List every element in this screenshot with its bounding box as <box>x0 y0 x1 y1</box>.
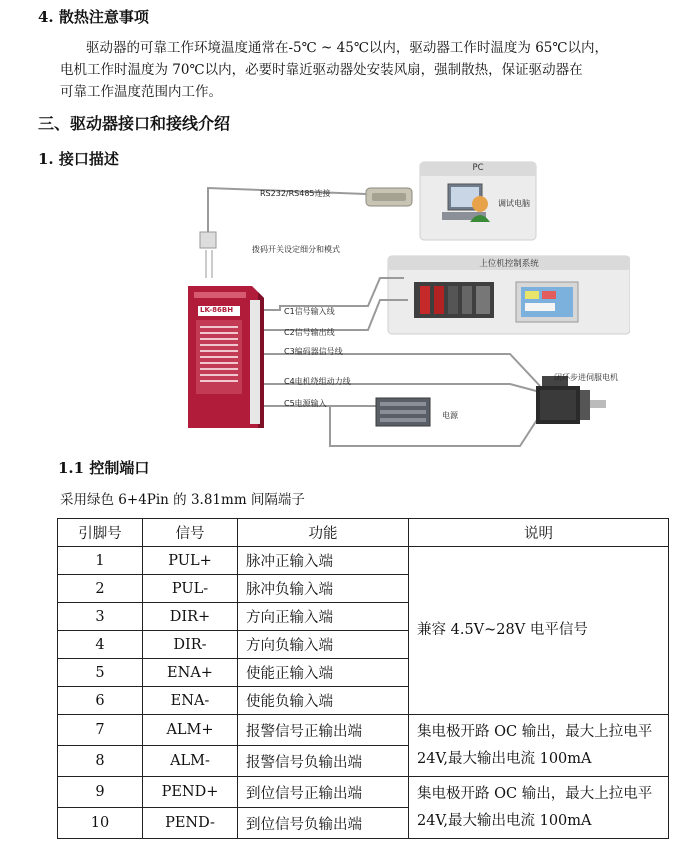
signal-cell: ENA- <box>143 687 238 715</box>
pin-cell: 5 <box>58 659 143 687</box>
header-cell: 功能 <box>238 519 409 547</box>
signal-cell: PEND+ <box>143 777 238 808</box>
paragraph-line: 电机工作时温度为 70℃以内，必要时靠近驱动器处安装风扇，强制散热，保证驱动器在 <box>60 62 583 78</box>
plc-icon <box>414 282 494 318</box>
signal-cell: ALM- <box>143 746 238 777</box>
header-cell: 说明 <box>409 519 669 547</box>
header-cell: 引脚号 <box>58 519 143 547</box>
power-label: 电源 <box>442 411 458 420</box>
function-cell: 脉冲正输入端 <box>238 547 409 575</box>
signal-cell: PEND- <box>143 808 238 839</box>
pin-cell: 3 <box>58 603 143 631</box>
signal-cell: ENA+ <box>143 659 238 687</box>
function-cell: 使能正输入端 <box>238 659 409 687</box>
note-cell: 集电极开路 OC 输出，最大上拉电平 24V,最大输出电流 100mA <box>409 715 669 777</box>
pin-cell: 7 <box>58 715 143 746</box>
control-port-heading: 1.1 控制端口 <box>58 459 150 477</box>
table-row <box>58 547 669 575</box>
dip-switch-label: 拨码开关设定细分和模式 <box>252 245 340 254</box>
interface-description-heading: 1. 接口描述 <box>38 150 119 168</box>
pin-table <box>57 518 669 839</box>
pc-label: 调试电脑 <box>498 199 530 208</box>
driver-model-label: LK-86BH <box>200 306 234 314</box>
signal-cell: DIR- <box>143 631 238 659</box>
section-4-heading: 4. 散热注意事项 <box>38 8 149 26</box>
c2-label: C2信号输出线 <box>284 328 335 337</box>
pin-cell: 9 <box>58 777 143 808</box>
signal-cell: ALM+ <box>143 715 238 746</box>
note-cell: 兼容 4.5V~28V 电平信号 <box>409 547 669 715</box>
function-cell: 方向负输入端 <box>238 631 409 659</box>
pin-cell: 10 <box>58 808 143 839</box>
paragraph-line: 驱动器的可靠工作环境温度通常在-5℃ ~ 45℃以内，驱动器工作时温度为 65℃以内， <box>86 40 608 56</box>
function-cell: 使能负输入端 <box>238 687 409 715</box>
servo-motor-icon <box>536 376 606 424</box>
function-cell: 报警信号正输出端 <box>238 715 409 746</box>
rs232-connector-icon <box>366 188 412 206</box>
signal-cell: DIR+ <box>143 603 238 631</box>
hmi-screen-icon <box>516 282 578 322</box>
table-row <box>58 777 669 808</box>
function-cell: 报警信号负输出端 <box>238 746 409 777</box>
note-cell: 集电极开路 OC 输出，最大上拉电平 24V,最大输出电流 100mA <box>409 777 669 839</box>
pc-box-title: PC <box>472 163 484 173</box>
function-cell: 到位信号负输出端 <box>238 808 409 839</box>
c1-label: C1信号输入线 <box>284 307 335 316</box>
section-4-paragraph <box>60 37 660 103</box>
function-cell: 脉冲负输入端 <box>238 575 409 603</box>
function-cell: 到位信号正输出端 <box>238 777 409 808</box>
signal-cell: PUL- <box>143 575 238 603</box>
control-port-description: 采用绿色 6+4Pin 的 3.81mm 间隔端子 <box>60 492 305 508</box>
motor-label: 闭环步进伺服电机 <box>554 373 618 382</box>
header-cell: 信号 <box>143 519 238 547</box>
pin-cell: 8 <box>58 746 143 777</box>
table-header-row <box>58 519 669 547</box>
c5-label: C5电源输入 <box>284 399 327 408</box>
pin-cell: 6 <box>58 687 143 715</box>
wiring-diagram-graphic <box>180 160 630 450</box>
signal-cell: PUL+ <box>143 547 238 575</box>
pin-cell: 2 <box>58 575 143 603</box>
wiring-diagram <box>180 160 630 450</box>
function-cell: 方向正输入端 <box>238 603 409 631</box>
section-3-heading: 三、驱动器接口和接线介绍 <box>38 114 231 133</box>
c4-label: C4电机绕组动力线 <box>284 377 351 386</box>
upper-controller-title: 上位机控制系统 <box>479 259 539 269</box>
pin-cell: 1 <box>58 547 143 575</box>
c3-label: C3编码器信号线 <box>284 347 343 356</box>
paragraph-line: 可靠工作温度范围内工作。 <box>60 84 222 100</box>
pin-cell: 4 <box>58 631 143 659</box>
power-supply-icon <box>376 398 430 426</box>
rs-connection-label: RS232/RS485连接 <box>260 189 331 198</box>
table-row <box>58 715 669 746</box>
